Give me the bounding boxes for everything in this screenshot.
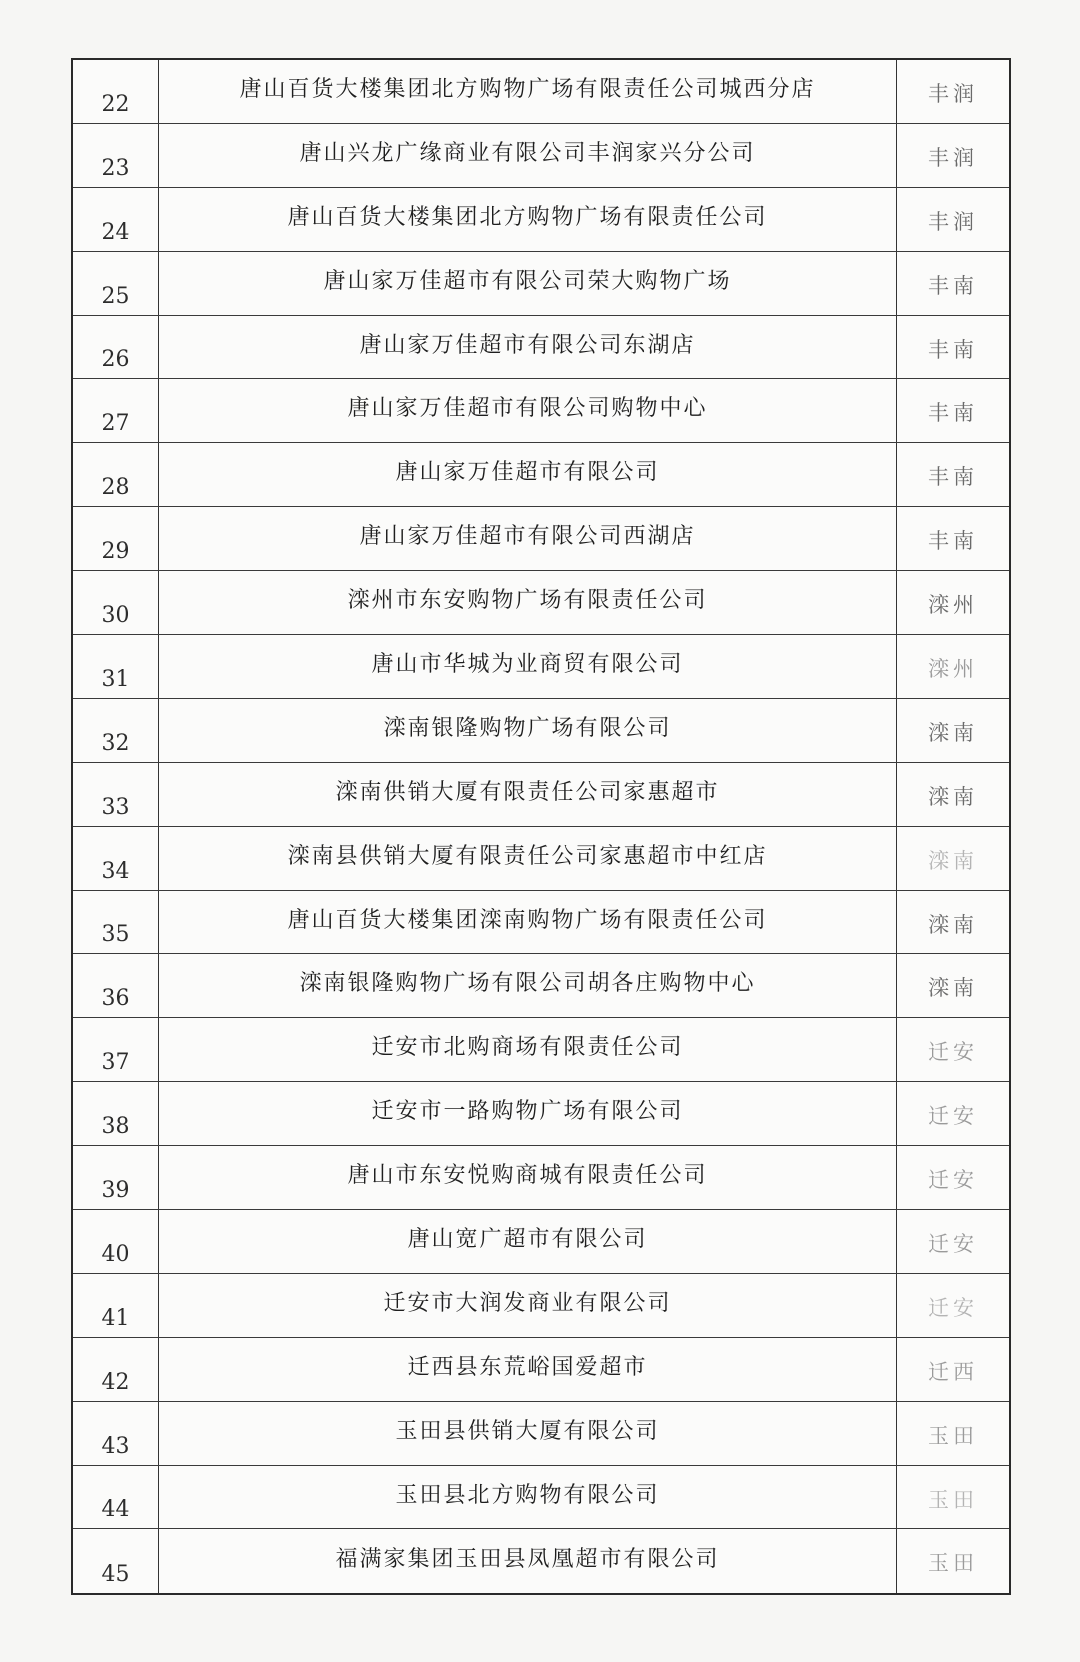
company-name: 迁安市大润发商业有限公司: [159, 1274, 897, 1337]
row-number: 41: [73, 1274, 159, 1337]
row-number: 32: [73, 699, 159, 762]
table-row: [73, 891, 1009, 955]
row-number: 33: [73, 763, 159, 826]
row-number: 28: [73, 443, 159, 506]
row-number: 25: [73, 252, 159, 315]
row-number: 31: [73, 635, 159, 698]
company-name: 迁安市北购商场有限责任公司: [159, 1018, 897, 1081]
table-row: [73, 1210, 1009, 1274]
company-name: 唐山百货大楼集团北方购物广场有限责任公司: [159, 188, 897, 251]
company-name: 滦南供销大厦有限责任公司家惠超市: [159, 763, 897, 826]
region: 滦州: [928, 657, 978, 682]
company-name: 唐山家万佳超市有限公司购物中心: [159, 379, 897, 442]
region: 丰润: [928, 145, 978, 170]
region: 滦南: [928, 848, 978, 873]
row-number: 35: [73, 891, 159, 954]
region: 滦南: [928, 720, 978, 745]
table-row: [73, 954, 1009, 1018]
region: 丰南: [928, 273, 978, 298]
table-row: [73, 571, 1009, 635]
region: 滦南: [928, 912, 978, 937]
table-row: [73, 763, 1009, 827]
region: 丰南: [928, 465, 978, 490]
company-name: 唐山兴龙广缘商业有限公司丰润家兴分公司: [159, 124, 897, 187]
company-name: 唐山市东安悦购商城有限责任公司: [159, 1146, 897, 1209]
region: 玉田: [928, 1423, 978, 1448]
table-row: [73, 1466, 1009, 1530]
company-name: 福满家集团玉田县凤凰超市有限公司: [159, 1529, 897, 1593]
table-row: [73, 379, 1009, 443]
company-name: 唐山百货大楼集团北方购物广场有限责任公司城西分店: [159, 60, 897, 123]
row-number: 24: [73, 188, 159, 251]
row-number: 43: [73, 1402, 159, 1465]
region: 滦州: [928, 593, 978, 618]
table-row: [73, 252, 1009, 316]
table-row: [73, 1402, 1009, 1466]
region: 滦南: [928, 976, 978, 1001]
region: 滦南: [928, 784, 978, 809]
table-row: [73, 60, 1009, 124]
company-name: 唐山宽广超市有限公司: [159, 1210, 897, 1273]
row-number: 26: [73, 316, 159, 379]
company-name: 迁安市一路购物广场有限公司: [159, 1082, 897, 1145]
company-name: 滦州市东安购物广场有限责任公司: [159, 571, 897, 634]
region: 玉田: [928, 1551, 978, 1576]
region: 玉田: [928, 1487, 978, 1512]
table-row: [73, 699, 1009, 763]
region: 迁西: [928, 1359, 978, 1384]
table-row: [73, 507, 1009, 571]
company-name: 唐山家万佳超市有限公司: [159, 443, 897, 506]
company-name: 滦南银隆购物广场有限公司胡各庄购物中心: [159, 954, 897, 1017]
row-number: 29: [73, 507, 159, 570]
company-name: 迁西县东荒峪国爱超市: [159, 1338, 897, 1401]
row-number: 36: [73, 954, 159, 1017]
region: 丰润: [928, 82, 978, 106]
company-name: 唐山家万佳超市有限公司西湖店: [159, 507, 897, 570]
region: 丰南: [928, 337, 978, 362]
table-row: [73, 124, 1009, 188]
row-number: 45: [73, 1529, 159, 1593]
company-name: 玉田县北方购物有限公司: [159, 1466, 897, 1529]
table-row: [73, 635, 1009, 699]
table-row: [73, 188, 1009, 252]
row-number: 22: [73, 60, 159, 123]
row-number: 27: [73, 379, 159, 442]
table-row: [73, 1082, 1009, 1146]
row-number: 40: [73, 1210, 159, 1273]
table-row: [73, 1274, 1009, 1338]
company-name: 滦南银隆购物广场有限公司: [159, 699, 897, 762]
row-number: 37: [73, 1018, 159, 1081]
region: 迁安: [928, 1040, 978, 1065]
row-number: 38: [73, 1082, 159, 1145]
company-name: 滦南县供销大厦有限责任公司家惠超市中红店: [159, 827, 897, 890]
company-name: 唐山市华城为业商贸有限公司: [159, 635, 897, 698]
row-number: 44: [73, 1466, 159, 1529]
region: 丰润: [928, 209, 978, 234]
region: 迁安: [928, 1168, 978, 1193]
row-number: 39: [73, 1146, 159, 1209]
table-row: [73, 316, 1009, 380]
region: 迁安: [928, 1232, 978, 1257]
row-number: 30: [73, 571, 159, 634]
company-name: 玉田县供销大厦有限公司: [159, 1402, 897, 1465]
region: 丰南: [928, 529, 978, 554]
table-row: [73, 1338, 1009, 1402]
region: 迁安: [928, 1295, 978, 1320]
region: 丰南: [928, 401, 978, 426]
row-number: 42: [73, 1338, 159, 1401]
region: 迁安: [928, 1104, 978, 1129]
row-number: 34: [73, 827, 159, 890]
table-row: [73, 827, 1009, 891]
company-name: 唐山家万佳超市有限公司荣大购物广场: [159, 252, 897, 315]
company-name: 唐山百货大楼集团滦南购物广场有限责任公司: [159, 891, 897, 954]
table-row: [73, 1146, 1009, 1210]
store-table: [71, 58, 1011, 1595]
table-row: [73, 1529, 1009, 1593]
company-name: 唐山家万佳超市有限公司东湖店: [159, 316, 897, 379]
row-number: 23: [73, 124, 159, 187]
table-row: [73, 1018, 1009, 1082]
table-row: [73, 443, 1009, 507]
